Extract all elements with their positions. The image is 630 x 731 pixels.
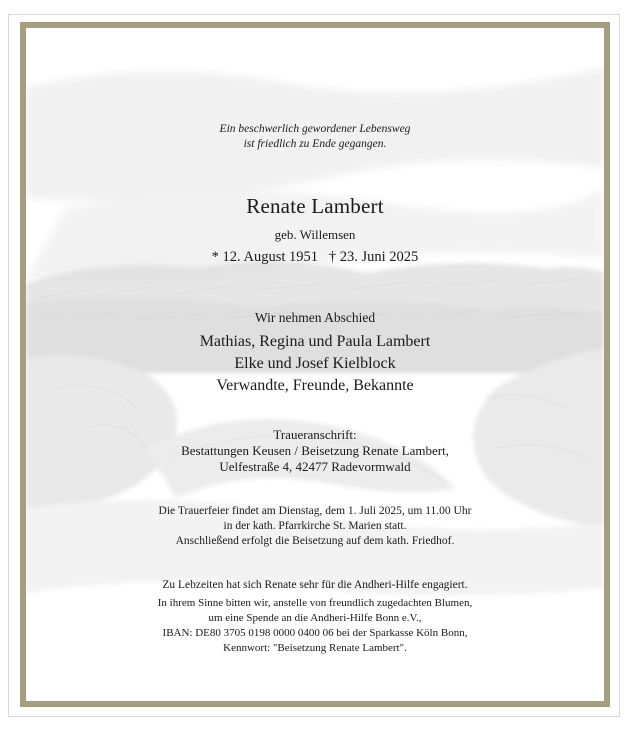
address-heading: Traueranschrift: [273, 427, 357, 442]
mourner-line-1: Mathias, Regina und Paula Lambert [199, 333, 431, 350]
farewell-intro: Wir nehmen Abschied [254, 310, 376, 325]
obituary-text [26, 28, 604, 701]
donation-line-1: Zu Lebzeiten hat sich Renate sehr für die Andheri-Hilfe engagiert. [162, 579, 468, 591]
ceremony-line-3: Anschließend erfolgt die Beisetzung auf dem kath. Friedhof. [175, 535, 455, 547]
donation-line-4: IBAN: DE80 3705 0198 0000 0400 06 bei der Sparkasse Köln Bonn, [162, 627, 468, 639]
address-line-2: Uelfestraße 4, 42477 Radevormwald [219, 459, 411, 474]
donation-line-2: In ihrem Sinne bitten wir, anstelle von freundlich zugedachten Blumen, [157, 597, 473, 609]
motto-line-2: ist friedlich zu Ende gegangen. [243, 138, 387, 150]
life-dates: * 12. August 1951 † 23. Juni 2025 [211, 249, 419, 265]
address-line-1: Bestattungen Keusen / Beisetzung Renate Lambert, [181, 443, 449, 458]
birth-name: geb. Willemsen [274, 227, 356, 242]
gold-frame [20, 22, 610, 707]
donation-line-5: Kennwort: "Beisetzung Renate Lambert". [223, 642, 407, 654]
deceased-name: Renate Lambert [246, 194, 384, 218]
motto-line-1: Ein beschwerlich gewordener Lebensweg [219, 123, 411, 135]
donation-line-3: um eine Spende an die Andheri-Hilfe Bonn e.V., [208, 612, 422, 624]
mourner-line-2: Elke und Josef Kielblock [234, 355, 396, 372]
ceremony-line-1: Die Trauerfeier findet am Dienstag, dem 1. Juli 2025, um 11.00 Uhr [158, 505, 472, 517]
ceremony-line-2: in der kath. Pfarrkirche St. Marien statt. [223, 520, 407, 532]
mourner-line-3: Verwandte, Freunde, Bekannte [216, 377, 414, 394]
